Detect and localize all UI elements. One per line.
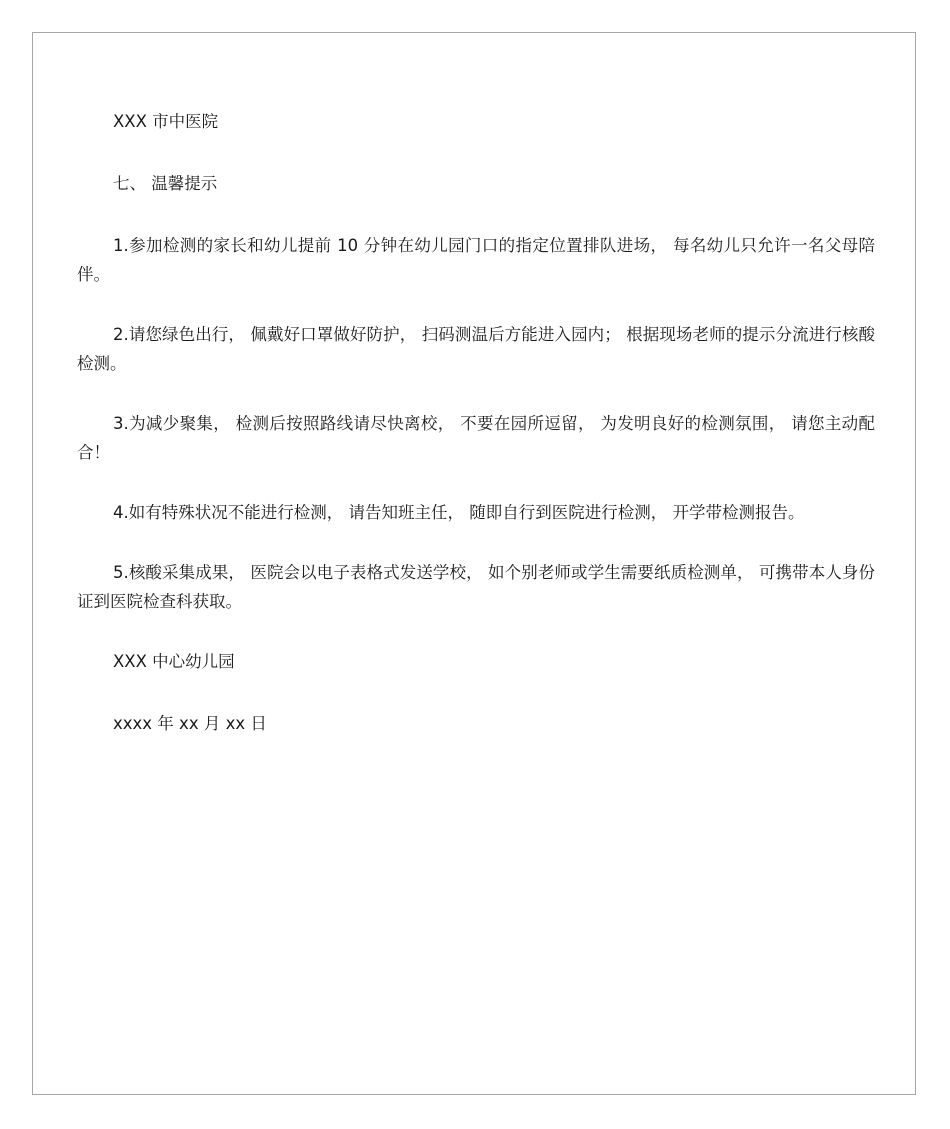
tip-item-4: 4.如有特殊状况不能进行检测， 请告知班主任， 随即自行到医院进行检测， 开学带检测报告。 [113, 503, 805, 522]
tip-item-5: 5.核酸采集成果， 医院会以电子表格式发送学校， 如个别老师或学生需要纸质检测单， 可携带本人身份证到医院检查科获取。 [77, 563, 875, 611]
date-line: xxxx 年 xx 月 xx 日 [113, 714, 267, 733]
document-body [77, 107, 875, 738]
hospital-name-line: XXX 市中医院 [113, 112, 219, 131]
document-page [32, 32, 916, 1095]
tip-item-3: 3.为减少聚集， 检测后按照路线请尽快离校， 不要在园所逗留， 为发明良好的检测氛围， 请您主动配合！ [77, 414, 875, 462]
kindergarten-signature: XXX 中心幼儿园 [113, 652, 235, 671]
tip-item-2: 2.请您绿色出行， 佩戴好口罩做好防护， 扫码测温后方能进入园内； 根据现场老师的提示分流进行核酸检测。 [77, 325, 875, 373]
tip-item-1: 1.参加检测的家长和幼儿提前 10 分钟在幼儿园门口的指定位置排队进场， 每名幼儿只允许一名父母陪伴。 [77, 236, 875, 284]
section-heading-tips: 七、 温馨提示 [113, 174, 218, 193]
